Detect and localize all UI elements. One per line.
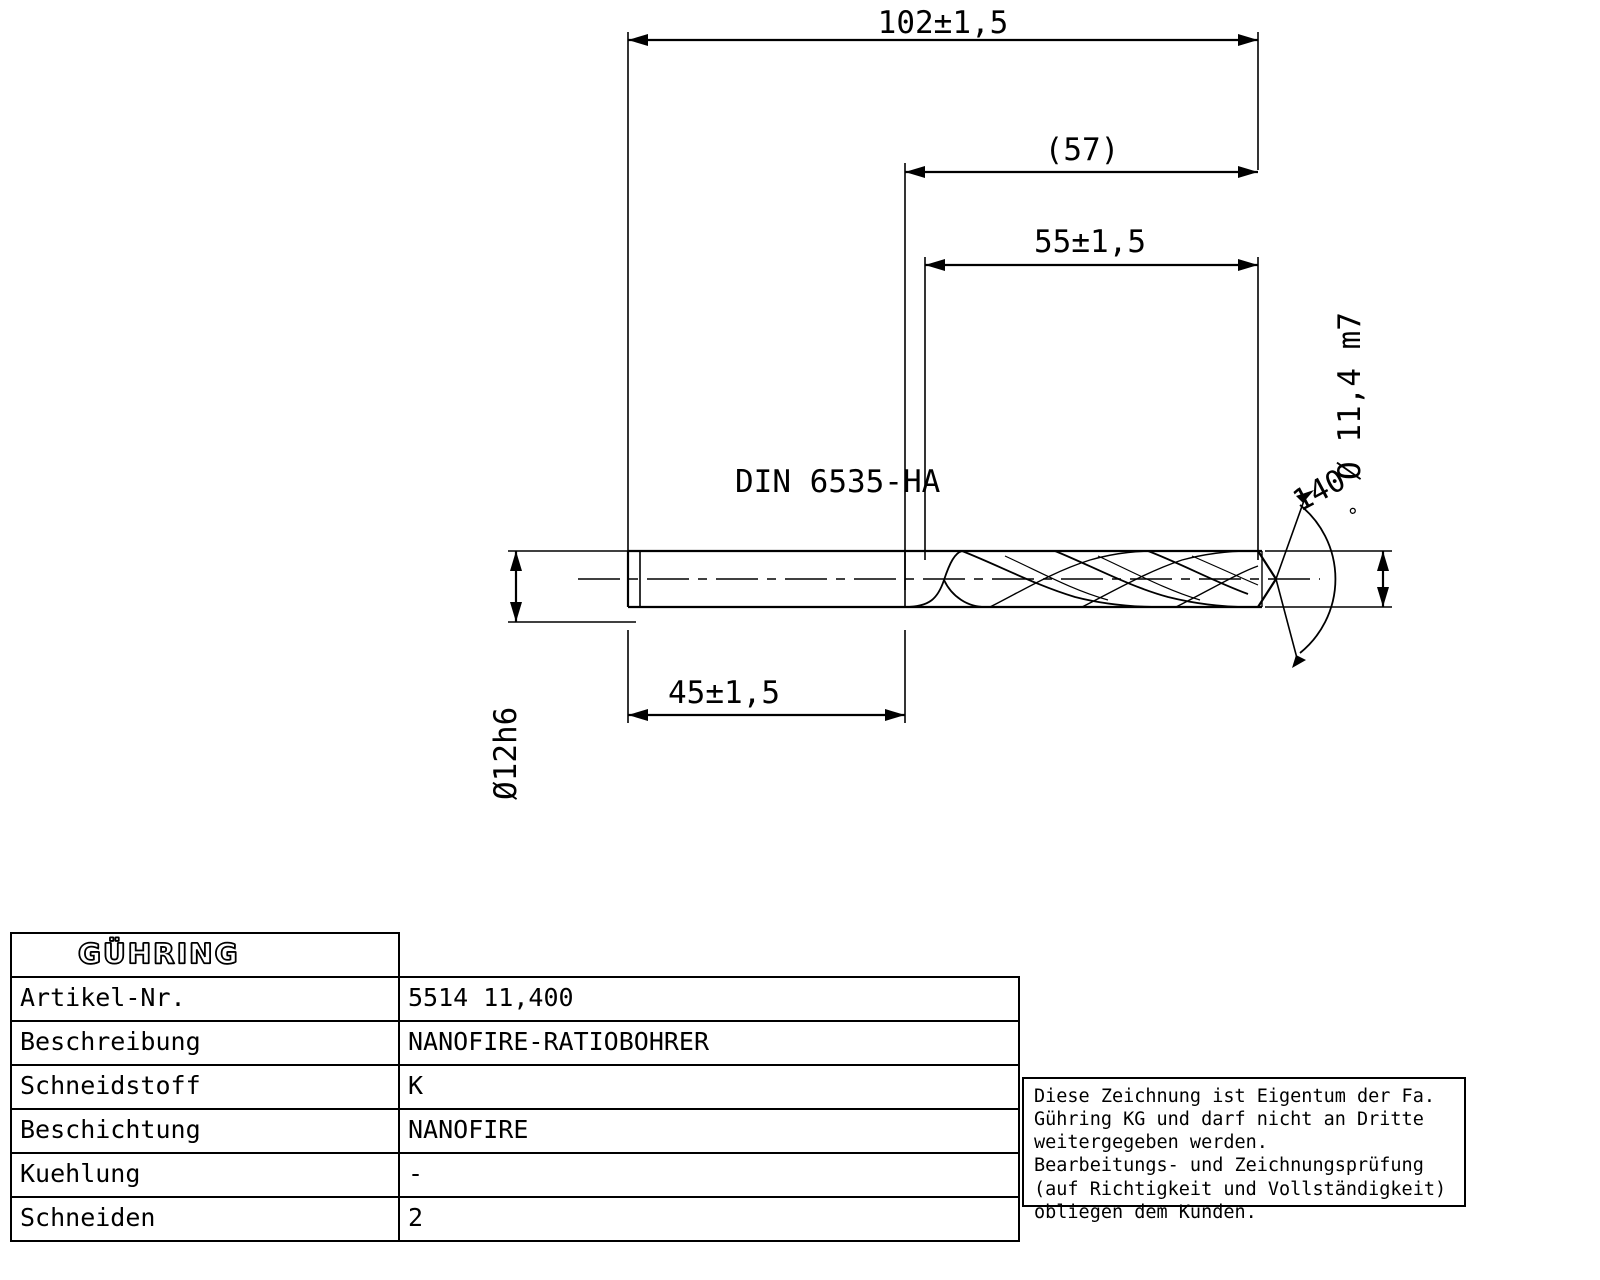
note-line-1: Diese Zeichnung ist Eigentum der Fa. <box>1034 1086 1435 1107</box>
title-block <box>10 932 1020 1242</box>
dim-label-shank-length: 45±1,5 <box>668 675 780 711</box>
table-row <box>11 1065 1019 1109</box>
row-value-beschichtung: NANOFIRE <box>399 1109 1019 1153</box>
row-label-artikel-nr: Artikel-Nr. <box>11 977 399 1021</box>
table-row <box>11 977 1019 1021</box>
titleblock-logo-row <box>11 933 1019 977</box>
row-value-schneiden: 2 <box>399 1197 1019 1241</box>
dim-label-cutting-diameter: Ø 11,4 m7 <box>1332 312 1368 480</box>
dim-label-point-angle: 140 <box>1287 462 1352 520</box>
note-line-4: Bearbeitungs- und Zeichnungsprüfung <box>1034 1155 1424 1177</box>
row-value-artikel-nr: 5514 11,400 <box>399 977 1019 1021</box>
row-value-kuehlung: - <box>399 1153 1019 1197</box>
dim-label-overall-length: 102±1,5 <box>877 5 1009 41</box>
point-angle-degree-symbol: ° <box>1344 501 1366 529</box>
row-label-kuehlung: Kuehlung <box>11 1153 399 1197</box>
row-label-schneiden: Schneiden <box>11 1197 399 1241</box>
shank-standard-label: DIN 6535-HA <box>735 464 941 500</box>
table-row <box>11 1021 1019 1065</box>
dim-label-shank-diameter: Ø12h6 <box>488 706 524 800</box>
note-line-2: Gühring KG und darf nicht an Dritte <box>1034 1109 1424 1131</box>
table-row <box>11 1109 1019 1153</box>
logo-cell <box>11 933 399 977</box>
table-row <box>11 1197 1019 1241</box>
row-value-beschreibung: NANOFIRE-RATIOBOHRER <box>399 1021 1019 1065</box>
dim-label-flute-region: (57) <box>1044 132 1120 168</box>
guehring-logo: GÜHRING <box>78 936 240 970</box>
dim-label-usable-length: 55±1,5 <box>1034 224 1146 260</box>
row-label-schneidstoff: Schneidstoff <box>11 1065 399 1109</box>
note-line-3: weitergegeben werden. <box>1034 1132 1268 1154</box>
note-line-6: obliegen dem Kunden. <box>1034 1201 1257 1223</box>
note-line-5: (auf Richtigkeit und Vollständigkeit) <box>1034 1178 1447 1200</box>
table-row <box>11 1153 1019 1197</box>
row-value-schneidstoff: K <box>399 1065 1019 1109</box>
row-label-beschichtung: Beschichtung <box>11 1109 399 1153</box>
row-label-beschreibung: Beschreibung <box>11 1021 399 1065</box>
legal-note-box <box>1022 1077 1466 1223</box>
